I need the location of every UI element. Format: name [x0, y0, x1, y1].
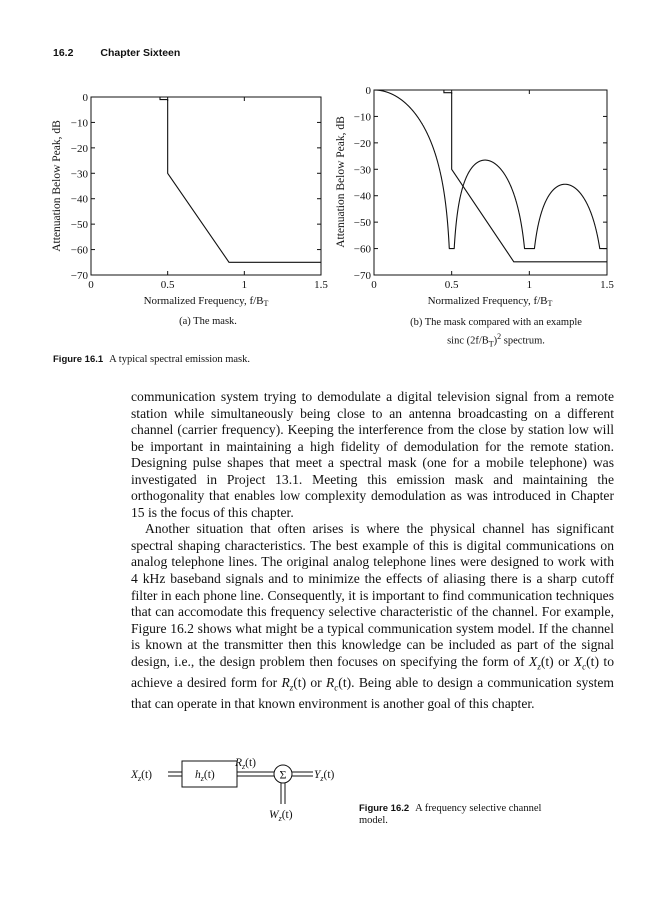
- sinc-spectrum-line: [374, 90, 607, 249]
- y-tick-label: −30: [353, 164, 371, 177]
- y-tick-label: −50: [70, 219, 88, 232]
- x-tick-label: 0: [88, 279, 94, 291]
- x-tick-label: 1.5: [600, 279, 614, 291]
- x-tick-label: 1: [241, 279, 248, 291]
- subcaption-b: [378, 316, 614, 351]
- y-tick-label: −40: [353, 190, 371, 203]
- mask-chart: [40, 85, 340, 308]
- plot-frame: [91, 97, 321, 275]
- y-tick-label: 0: [82, 92, 88, 104]
- section-number: 16.2: [53, 47, 74, 59]
- x-tick-label: 1.5: [314, 279, 328, 291]
- chapter-title: Chapter Sixteen: [100, 47, 181, 59]
- y-tick-label: −10: [353, 111, 371, 124]
- figure-label: Figure 16.2: [359, 803, 410, 814]
- y-tick-label: 0: [365, 85, 371, 97]
- x-tick-label: 1: [526, 279, 533, 291]
- y-tick-label: −60: [70, 244, 88, 257]
- subcaption-b-line2: sinc $(2f/B_T)^2$ spectrum.: [447, 331, 545, 349]
- adder-symbol: Σ: [279, 767, 287, 782]
- figure-caption-text: A typical spectral emission mask.: [109, 354, 251, 365]
- output-signal-label: $Y_z(t)$: [314, 769, 335, 783]
- paragraph: communication system trying to demodulate a digital television signal from a remote station while simultaneously being close to an antenna broadcasting on a different channel (carrier frequency). Keeping the interference from the close by station low will be important in maintaining a high fidelity of demodulation for the remote station. Designing pulse shapes that meet a spectral mask (one for a mobile telephone) was investigated in Project 13.1. Meeting this emission mask and maintaining the orthogonality that enables low complexity demodulation as was introduced in Chapter 15 is the focus of this chapter.: [131, 389, 614, 520]
- figure-label: Figure 16.1: [53, 354, 104, 365]
- noise-signal-label: $W_z(t)$: [269, 809, 293, 823]
- mask-vs-sinc-chart: [324, 80, 624, 308]
- body-text: [131, 389, 614, 713]
- intermediate-signal-label: $R_z(t)$: [235, 757, 257, 771]
- mask-line: [91, 97, 321, 262]
- x-tick-label: 0.5: [444, 279, 459, 291]
- y-tick-label: −20: [353, 137, 371, 150]
- y-axis-label: Attenuation Below Peak, dB: [51, 120, 63, 252]
- figure-16-1-caption: [53, 354, 250, 365]
- plot-frame: [374, 90, 607, 275]
- y-tick-label: −50: [353, 217, 371, 230]
- x-tick-label: 0: [371, 279, 377, 291]
- y-tick-label: −70: [353, 270, 371, 282]
- y-tick-label: −60: [353, 243, 371, 256]
- subcaption-a-text: (a) The mask.: [179, 316, 237, 327]
- y-tick-label: −30: [70, 168, 88, 181]
- channel-model-diagram: [125, 755, 355, 830]
- y-tick-label: −40: [70, 193, 88, 206]
- y-axis-label: Attenuation Below Peak, dB: [335, 116, 347, 248]
- x-axis-label: Normalized Frequency, f/BT: [143, 295, 269, 308]
- paragraph: Another situation that often arises is where the physical channel has significant spectral shaping characteristics. The best example of this is digital communications on analog telephone lines. The original analog telephone lines were designed to work with 4 kHz baseband signals and to minimize the effects of aliasing there is a sharp cutoff filter in each phone line. Consequently, it is important to find communication techniques that can accomodate this frequency selective characteristic of the channel. For example, Figure 16.2 shows what might be a typical communication system model. If the channel is known at the transmitter then this knowledge can be included as part of the signal design, i.e., the design problem then focuses on specifying the form of $X_z(t)$ or $X_c(t)$ to achieve a desired form for $R_z(t)$ or $R_c(t)$. Being able to design a communication system that can operate in that known environment is another goal of this chapter.: [131, 521, 614, 712]
- input-signal-label: $X_z(t)$: [131, 769, 153, 783]
- y-tick-label: −70: [70, 270, 88, 282]
- subcaption-b-line1: (b) The mask compared with an example: [410, 317, 582, 328]
- figure-caption-text: A frequency selective channel model.: [359, 803, 542, 826]
- mask-line: [374, 90, 607, 262]
- page-header: [53, 47, 180, 59]
- x-axis-label: Normalized Frequency, f/BT: [427, 295, 553, 308]
- x-tick-label: 0.5: [160, 279, 175, 291]
- subcaption-a: [124, 316, 292, 327]
- y-tick-label: −20: [70, 142, 88, 155]
- channel-filter-label: $h_z(t)$: [195, 769, 215, 783]
- y-tick-label: −10: [70, 117, 88, 130]
- figure-16-2-caption: [359, 803, 544, 827]
